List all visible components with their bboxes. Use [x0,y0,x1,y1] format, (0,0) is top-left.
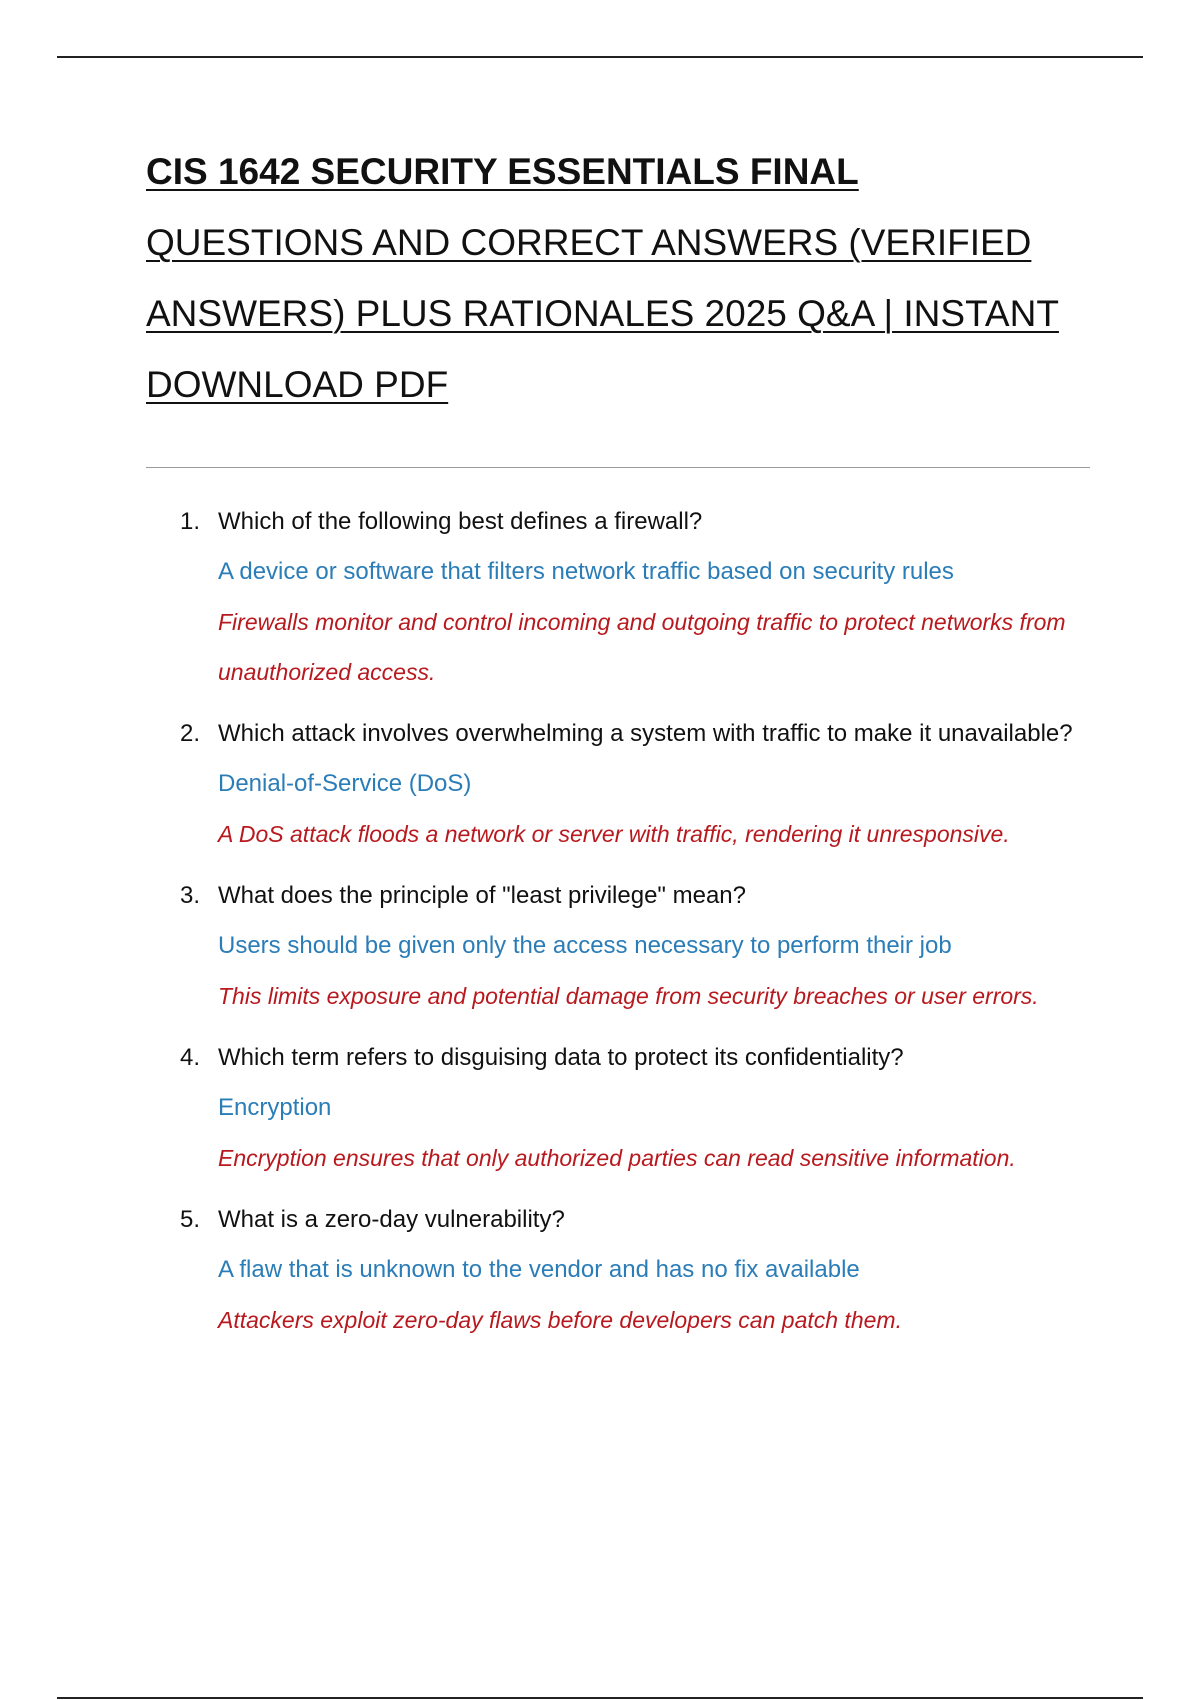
answer-text: A flaw that is unknown to the vendor and has no fix available [218,1256,860,1283]
answer-text: Users should be given only the access necessary to perform their job [218,932,952,959]
question-text: Which attack involves overwhelming a system with traffic to make it unavailable? [218,720,1073,747]
title-divider [146,467,1090,468]
document-title [146,136,1086,420]
bottom-rule [57,1697,1143,1699]
question-number: 2. [180,720,201,747]
rationale-text: Firewalls monitor and control incoming and outgoing traffic to protect networks from unauthorized access. [218,609,1066,685]
question-number: 1. [180,508,201,535]
rationale-text: A DoS attack floods a network or server with traffic, rendering it unresponsive. [218,821,1010,847]
question-item [180,497,1080,697]
rationale-text: Attackers exploit zero-day flaws before developers can patch them. [218,1307,902,1333]
title-line-3: ANSWERS) PLUS RATIONALES 2025 Q&A | INSTANT [146,293,1059,334]
top-rule [57,56,1143,58]
title-line-4: DOWNLOAD PDF [146,364,449,405]
rationale-text: Encryption ensures that only authorized parties can read sensitive information. [218,1145,1016,1171]
title-line-2: QUESTIONS AND CORRECT ANSWERS (VERIFIED [146,222,1032,263]
question-item [180,709,1080,859]
question-number: 4. [180,1044,201,1071]
rationale-text: This limits exposure and potential damage from security breaches or user errors. [218,983,1039,1009]
question-item [180,1195,1080,1345]
question-text: What is a zero-day vulnerability? [218,1206,565,1233]
title-line-1: CIS 1642 SECURITY ESSENTIALS FINAL [146,151,859,192]
question-item [180,1033,1080,1183]
answer-text: A device or software that filters network traffic based on security rules [218,558,954,585]
question-list [180,497,1080,1357]
question-number: 3. [180,882,201,909]
question-text: What does the principle of "least privilege" mean? [218,882,746,909]
question-text: Which term refers to disguising data to protect its confidentiality? [218,1044,904,1071]
question-text: Which of the following best defines a firewall? [218,508,703,535]
question-item [180,871,1080,1021]
answer-text: Encryption [218,1094,332,1121]
question-number: 5. [180,1206,201,1233]
answer-text: Denial-of-Service (DoS) [218,770,472,797]
